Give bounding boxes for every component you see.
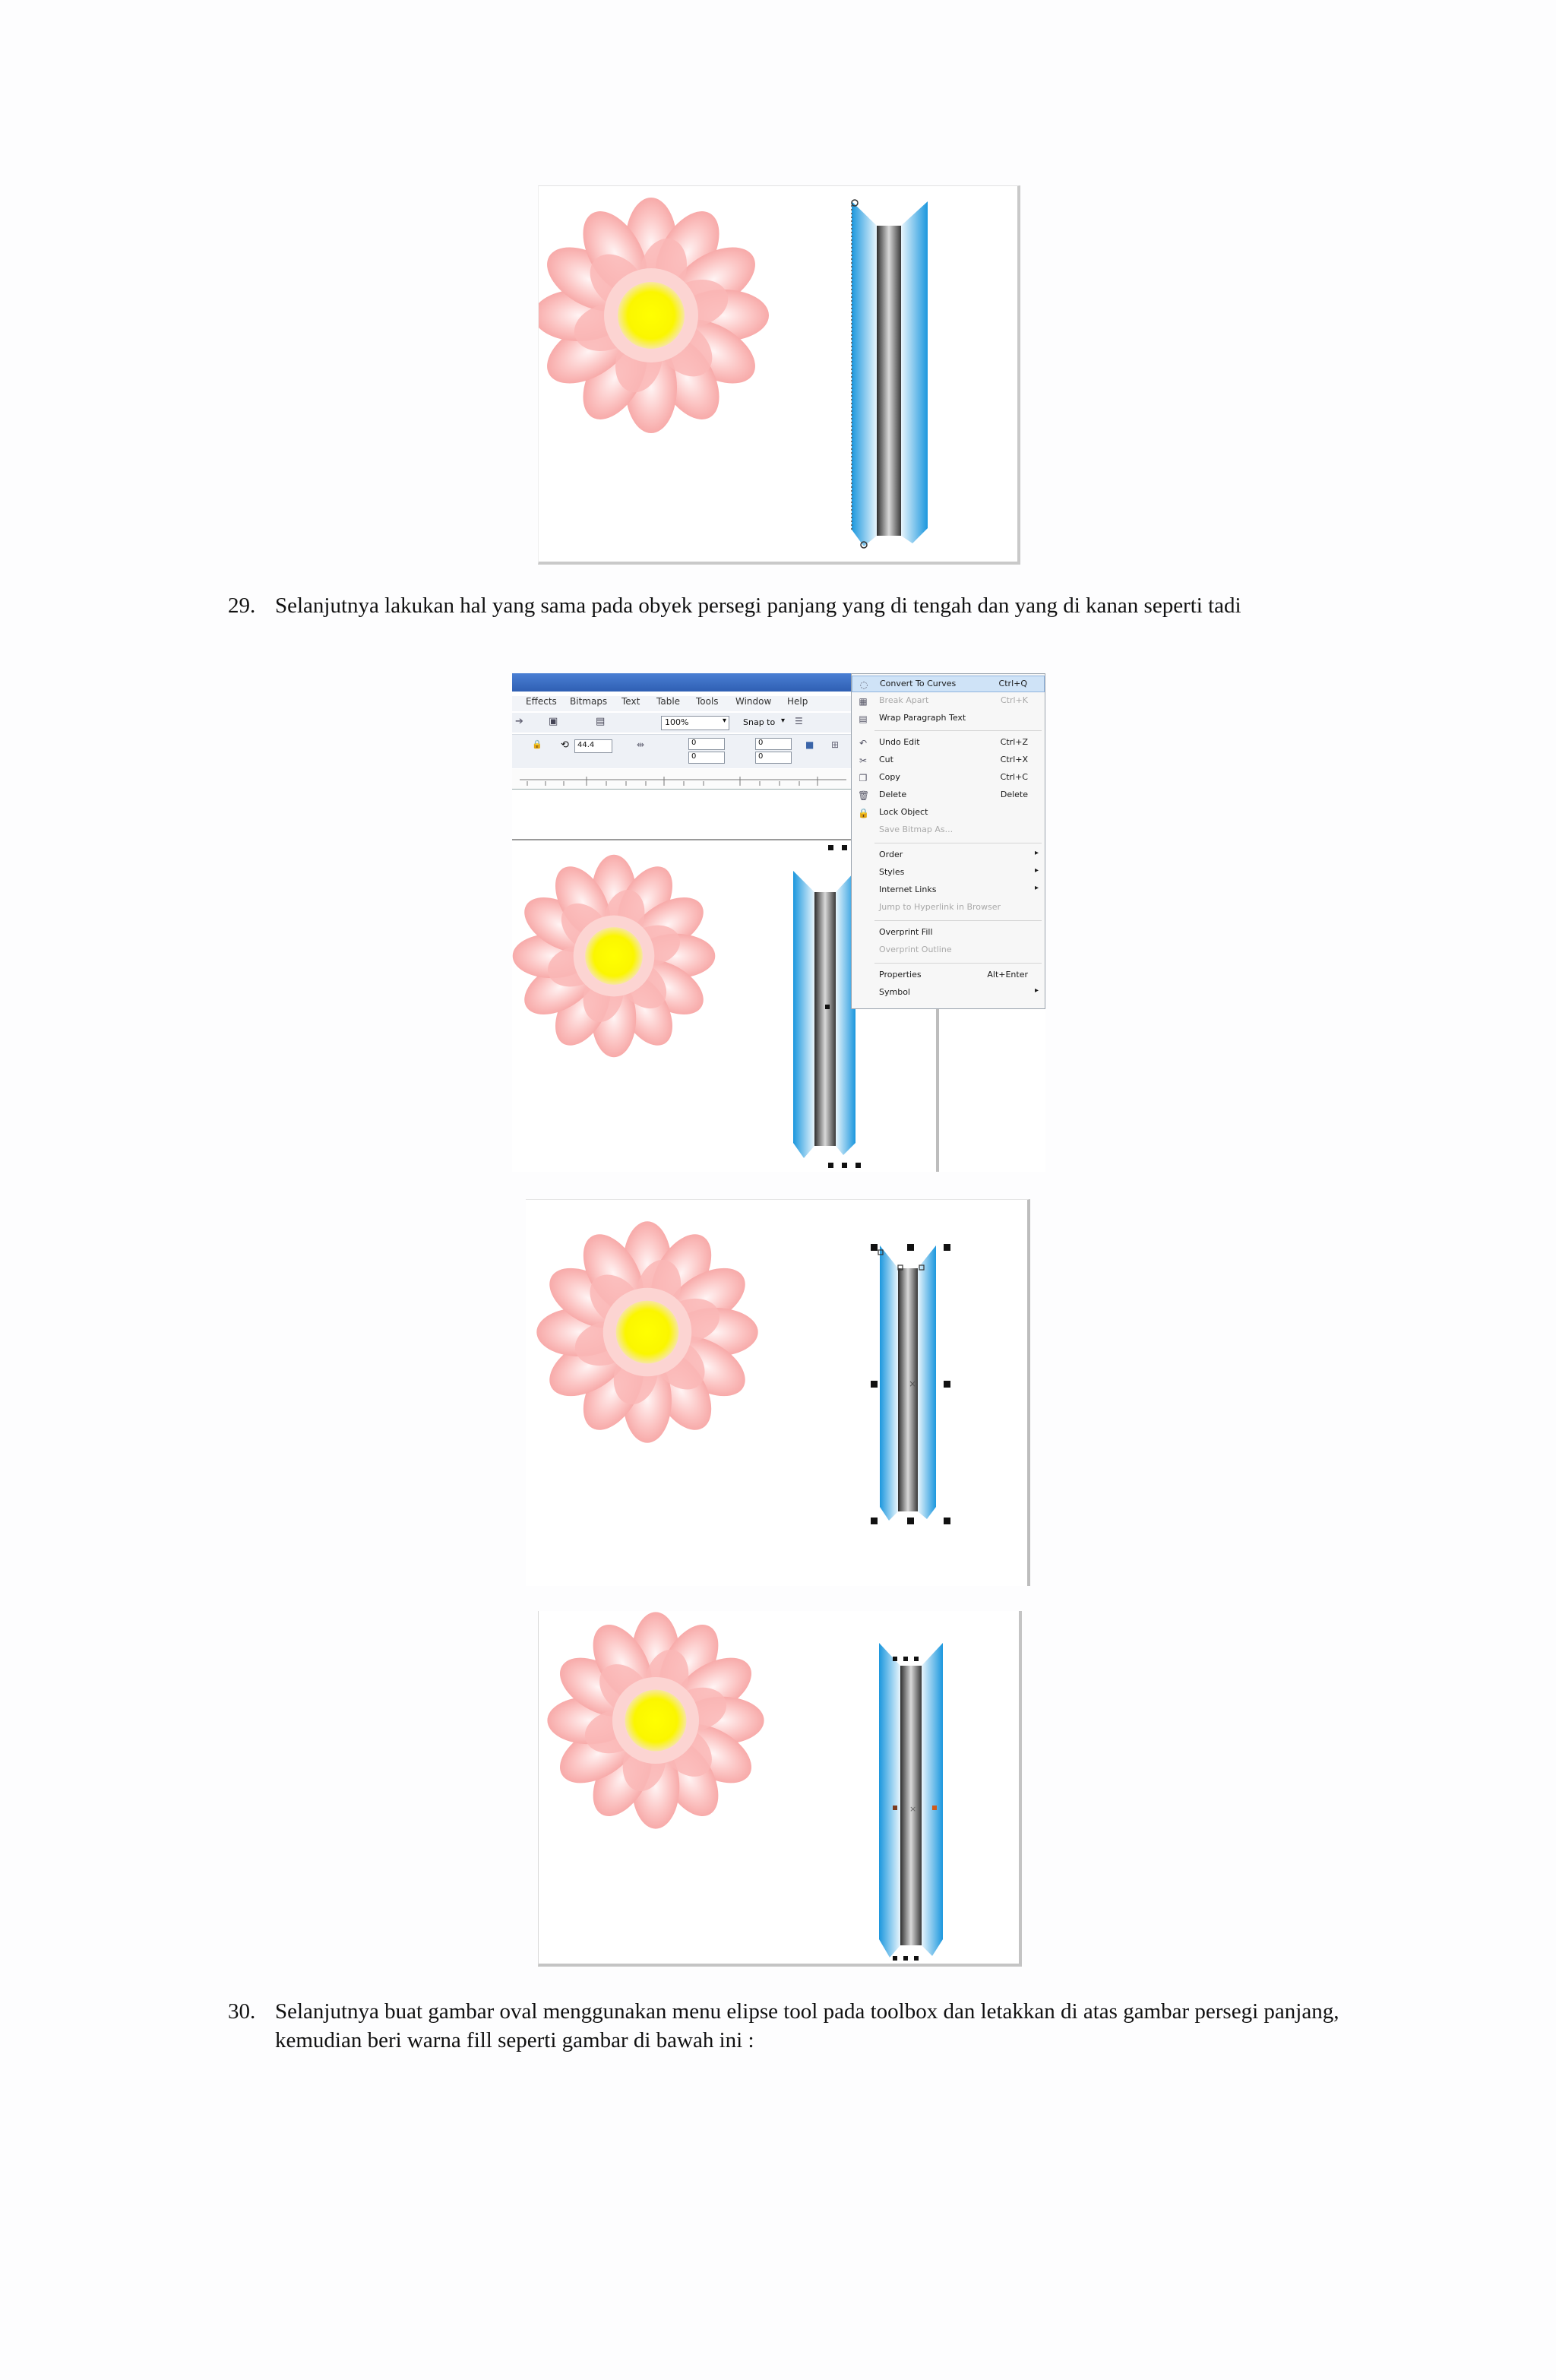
figure-3-art	[526, 1200, 1027, 1586]
menu-item-order[interactable]	[852, 847, 1045, 864]
convert-curves-icon: ◌	[859, 679, 868, 690]
menu-item-copy[interactable]	[852, 770, 1045, 786]
zoom-value: 100%	[665, 717, 689, 727]
figure-1	[538, 185, 1020, 565]
menu-separator	[874, 920, 1042, 921]
zoom-select[interactable]	[661, 716, 729, 730]
h-value: 0	[758, 752, 764, 761]
flower-shape	[539, 198, 769, 433]
step-number: 29.	[228, 593, 256, 618]
menu-item-label: Wrap Paragraph Text	[879, 713, 966, 723]
menu-item-save-bitmap-as[interactable]	[852, 822, 1045, 839]
menu-item-label: Symbol	[879, 987, 910, 997]
book-object	[852, 200, 928, 548]
menu-item-label: Internet Links	[879, 885, 937, 894]
print-icon[interactable]: ▤	[596, 716, 606, 727]
menu-item-styles[interactable]	[852, 865, 1045, 881]
menu-tools[interactable]: Tools	[696, 696, 719, 707]
break-apart-icon: ▦	[859, 696, 868, 707]
menu-item-overprint-outline[interactable]	[852, 942, 1045, 959]
context-menu	[851, 673, 1045, 1009]
menu-item-label: Undo Edit	[879, 737, 920, 747]
flower-shape	[536, 1221, 757, 1442]
figure-3	[526, 1199, 1030, 1586]
menu-item-shortcut: Ctrl+X	[1000, 755, 1028, 764]
menu-effects[interactable]: Effects	[526, 696, 557, 707]
step-text: Selanjutnya buat gambar oval menggunakan menu elipse tool pada toolbox dan letakkan di atas gambar persegi panjang, kemudian beri warna fill seperti gambar di bawah ini :	[275, 1999, 1339, 2052]
chevron-down-icon: ▾	[722, 717, 726, 725]
menu-bitmaps[interactable]: Bitmaps	[570, 696, 608, 707]
submenu-arrow-icon: ▸	[1034, 884, 1039, 892]
y-input[interactable]	[688, 752, 725, 764]
submenu-arrow-icon: ▸	[1034, 866, 1039, 875]
menu-item-convert-to-curves[interactable]	[852, 676, 1045, 692]
menu-item-wrap-paragraph-text[interactable]	[852, 711, 1045, 727]
snap-to-dropdown[interactable]: Snap to	[743, 717, 776, 727]
lock-icon: 🔒	[858, 808, 869, 818]
lock-ratio-icon[interactable]: 🔒	[532, 739, 542, 749]
step-text: Selanjutnya lakukan hal yang sama pada obyek persegi panjang yang di tengah dan yang di kanan seperti tadi	[275, 593, 1241, 618]
flower-shape	[547, 1612, 764, 1828]
submenu-arrow-icon: ▸	[1034, 986, 1039, 995]
menu-item-shortcut: Ctrl+C	[1000, 772, 1028, 782]
menu-item-label: Order	[879, 850, 903, 859]
figure-2-screenshot	[512, 673, 1045, 1172]
menu-item-label: Cut	[879, 755, 893, 764]
undo-icon: ↶	[859, 738, 868, 748]
book-object	[879, 1643, 943, 1957]
figure-4-art	[539, 1611, 1019, 1964]
menu-item-label: Delete	[879, 790, 907, 799]
menu-item-label: Convert To Curves	[880, 679, 957, 688]
menu-separator	[874, 963, 1042, 964]
book-object	[793, 871, 855, 1158]
trash-icon: 🗑	[858, 790, 870, 801]
transform-icon[interactable]: ⊞	[831, 739, 840, 750]
figure-4	[538, 1611, 1022, 1967]
export-icon[interactable]: ▣	[549, 716, 558, 727]
x-value: 0	[691, 739, 697, 747]
scissors-icon: ✂	[859, 755, 868, 766]
w-input[interactable]	[755, 738, 792, 750]
menu-item-label: Overprint Fill	[879, 927, 933, 937]
submenu-arrow-icon: ▸	[1034, 849, 1039, 857]
menu-item-cut[interactable]	[852, 752, 1045, 769]
svg-text:×: ×	[909, 1378, 917, 1389]
menu-item-label: Overprint Outline	[879, 945, 952, 954]
menu-item-shortcut: Ctrl+Z	[1000, 737, 1028, 747]
menu-bar	[512, 696, 851, 711]
menu-help[interactable]: Help	[787, 696, 808, 707]
menu-item-properties[interactable]	[852, 967, 1045, 984]
menu-item-overprint-fill[interactable]	[852, 925, 1045, 942]
wrap-text-icon: ▤	[859, 714, 868, 724]
menu-table[interactable]: Table	[656, 696, 681, 707]
menu-item-symbol[interactable]	[852, 985, 1045, 1002]
y-value: 0	[691, 752, 697, 761]
menu-item-shortcut: Delete	[1000, 790, 1028, 799]
menu-item-label: Lock Object	[879, 807, 928, 817]
ruler	[512, 769, 851, 790]
menu-item-lock-object[interactable]	[852, 805, 1045, 821]
chevron-down-icon: ▾	[781, 717, 786, 725]
options-icon[interactable]: ☰	[795, 716, 803, 726]
figure-1-art	[539, 186, 1017, 562]
menu-item-label: Break Apart	[879, 695, 929, 705]
book-object	[880, 1245, 936, 1521]
menu-item-jump-to-hyperlink[interactable]	[852, 900, 1045, 916]
menu-item-label: Copy	[879, 772, 900, 782]
menu-text[interactable]: Text	[621, 696, 640, 707]
w-value: 0	[758, 739, 764, 747]
copy-icon: ❐	[859, 773, 868, 783]
menu-item-undo-edit[interactable]	[852, 735, 1045, 752]
menu-item-internet-links[interactable]	[852, 882, 1045, 899]
rotation-value: 44.4	[577, 741, 595, 749]
x-input[interactable]	[688, 738, 725, 750]
menu-item-shortcut: Ctrl+K	[1000, 695, 1028, 705]
menu-window[interactable]: Window	[735, 696, 772, 707]
menu-item-break-apart[interactable]	[852, 693, 1045, 710]
menu-item-label: Styles	[879, 867, 905, 877]
title-bar	[512, 673, 854, 692]
menu-item-shortcut: Alt+Enter	[987, 970, 1028, 980]
menu-separator	[874, 730, 1042, 731]
mirror-icon[interactable]: ⇹	[637, 739, 645, 750]
node-icon[interactable]: ■	[805, 739, 814, 750]
menu-item-label: Jump to Hyperlink in Browser	[879, 902, 1001, 912]
h-input[interactable]	[755, 752, 792, 764]
flower-shape	[513, 855, 716, 1058]
menu-item-delete[interactable]	[852, 787, 1045, 804]
menu-item-label: Save Bitmap As...	[879, 824, 954, 834]
standard-toolbar	[512, 713, 851, 733]
rotate-icon: ⟲	[561, 739, 569, 751]
property-bar	[512, 734, 851, 768]
menu-item-shortcut: Ctrl+Q	[998, 679, 1027, 688]
step-number: 30.	[228, 1999, 256, 2024]
rotation-input[interactable]	[574, 739, 612, 753]
svg-text:×: ×	[909, 1804, 917, 1814]
arrow-right-icon[interactable]: ➔	[515, 716, 523, 727]
menu-item-label: Properties	[879, 970, 922, 980]
